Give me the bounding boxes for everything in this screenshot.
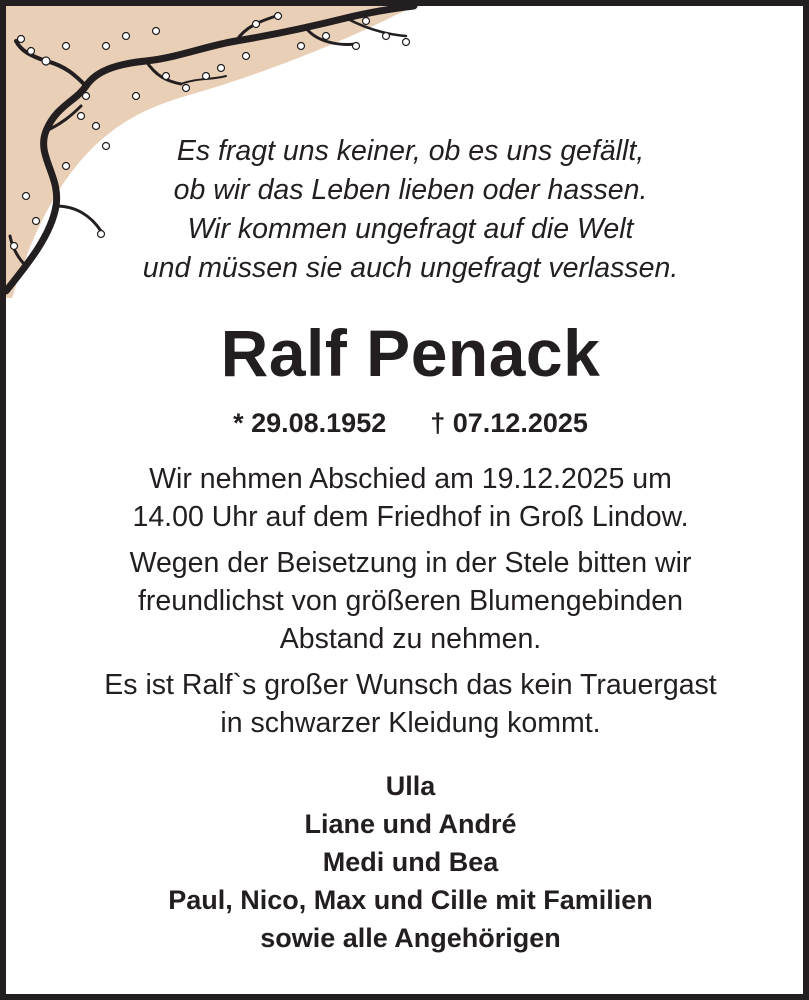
poem-line: Es fragt uns keiner, ob es uns gefällt, bbox=[176, 135, 645, 167]
life-dates bbox=[6, 403, 809, 443]
mourner-name: Liane und André bbox=[304, 809, 517, 839]
mourner-name: Paul, Nico, Max und Cille mit Familien bbox=[168, 885, 653, 915]
deceased-name: Ralf Penack bbox=[220, 316, 601, 390]
mourners-list bbox=[6, 767, 809, 957]
poem-line: und müssen sie auch ungefragt verlassen. bbox=[142, 252, 679, 284]
mourner-name: Medi und Bea bbox=[322, 847, 499, 877]
birth-date: * 29.08.1952 bbox=[233, 408, 387, 438]
text-line: Wegen der Beisetzung in der Stele bitten wir bbox=[129, 547, 692, 579]
mourner-name: Ulla bbox=[385, 771, 436, 801]
text-line: 14.00 Uhr auf dem Friedhof in Groß Lindow. bbox=[132, 501, 689, 533]
text-line: Abstand zu nehmen. bbox=[279, 623, 542, 655]
announcement-text bbox=[6, 460, 809, 750]
poem-line: Wir kommen ungefragt auf die Welt bbox=[187, 213, 634, 245]
text-line: in schwarzer Kleidung kommt. bbox=[220, 707, 601, 739]
text-line: Es ist Ralf`s großer Wunsch das kein Trauergast bbox=[104, 669, 717, 701]
text-line: Wir nehmen Abschied am 19.12.2025 um bbox=[149, 463, 672, 495]
text-line: freundlichst von größeren Blumengebinden bbox=[137, 585, 683, 617]
poem-line: ob wir das Leben lieben oder hassen. bbox=[173, 174, 648, 206]
poem-verse bbox=[6, 132, 809, 288]
funeral-info-paragraph bbox=[6, 460, 809, 536]
mourner-name: sowie alle Angehörigen bbox=[260, 923, 561, 953]
dress-wish-paragraph bbox=[6, 666, 809, 742]
flower-request-paragraph bbox=[6, 544, 809, 658]
death-date: † 07.12.2025 bbox=[430, 408, 588, 438]
